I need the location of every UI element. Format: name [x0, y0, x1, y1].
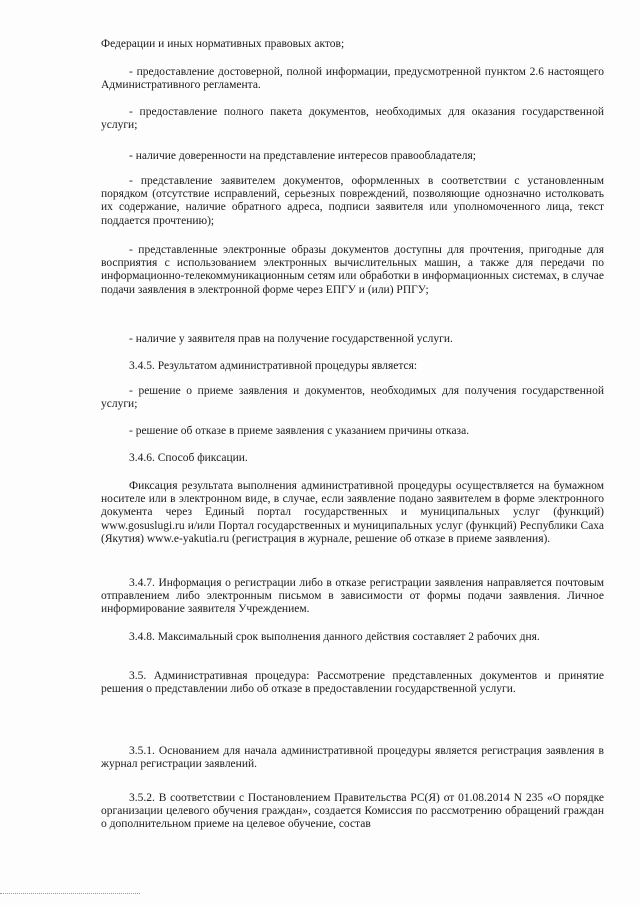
- paragraph-electronic-images: - представленные электронные образы документов доступны для прочтения, пригодные для восприятия с использованием электронных вычислительных машин, а также для передачи по информационно-телекоммуникационным сетям или обработки в информационных системах, в случае подачи заявления в электронной форме через ЕПГУ и (или) РПГУ;: [101, 244, 604, 296]
- section-3-5: 3.5. Административная процедура: Рассмотрение представленных документов и принятие решения о представлении либо об отказе в предоставлении государственной услуги.: [101, 670, 604, 696]
- paragraph-fixation: Фиксация результата выполнения административной процедуры осуществляется на бумажном носителе или в электронном виде, в случае, если заявление подано заявителем в форме электронного документа через Единый портал государственных и муниципальных услуг (функций) www.gosuslugi.ru и/или Портал государственных и муниципальных услуг (функций) Республики Саха (Якутия) www.e-yakutia.ru (регистрация в журнале, решение об отказе в приеме заявления).: [101, 480, 604, 545]
- paragraph-power-of-attorney: - наличие доверенности на представление интересов правообладателя;: [129, 150, 476, 162]
- scan-edge-line: [0, 893, 140, 894]
- paragraph-full-package: - предоставление полного пакета документов, необходимых для оказания государственной услуги;: [101, 106, 604, 132]
- paragraph-decision-accept: - решение о приеме заявления и документов, необходимых для получения государственной услуги;: [101, 385, 604, 411]
- section-3-5-1: 3.5.1. Основанием для начала административной процедуры является регистрация заявления в журнал регистрации заявлений.: [101, 745, 604, 771]
- section-3-4-7: 3.4.7. Информация о регистрации либо в отказе регистрации заявления направляется почтовым отправлением либо электронным письмом в зависимости от формы подачи заявления. Личное информирование заявителя Учреждением.: [101, 577, 604, 616]
- paragraph-rights: - наличие у заявителя прав на получение государственной услуги.: [129, 333, 453, 345]
- section-3-4-8: 3.4.8. Максимальный срок выполнения данного действия составляет 2 рабочих дня.: [129, 631, 540, 643]
- section-3-4-5: 3.4.5. Результатом административной процедуры является:: [129, 360, 418, 372]
- section-3-5-2: 3.5.2. В соответствии с Постановлением Правительства РС(Я) от 01.08.2014 N 235 «О порядке организации целевого обучения граждан», создается Комиссия по рассмотрению обращений граждан о дополнительном приеме на целевое обучение, состав: [101, 792, 604, 831]
- paragraph-documents-format: - представление заявителем документов, оформленных в соответствии с установленным порядком (отсутствие исправлений, серьезных повреждений, позволяющие однозначно истолковать их содержание, наличие обратного адреса, подписи заявителя или уполномоченного лица, текст поддается прочтению);: [101, 175, 604, 227]
- paragraph-decision-refuse: - решение об отказе в приеме заявления с указанием причины отказа.: [129, 425, 470, 437]
- section-3-4-6: 3.4.6. Способ фиксации.: [129, 452, 248, 464]
- paragraph-reliable-info: - предоставление достоверной, полной информации, предусмотренной пунктом 2.6 настоящего Административного регламента.: [101, 66, 604, 92]
- paragraph-intro: Федерации и иных нормативных правовых актов;: [101, 38, 345, 50]
